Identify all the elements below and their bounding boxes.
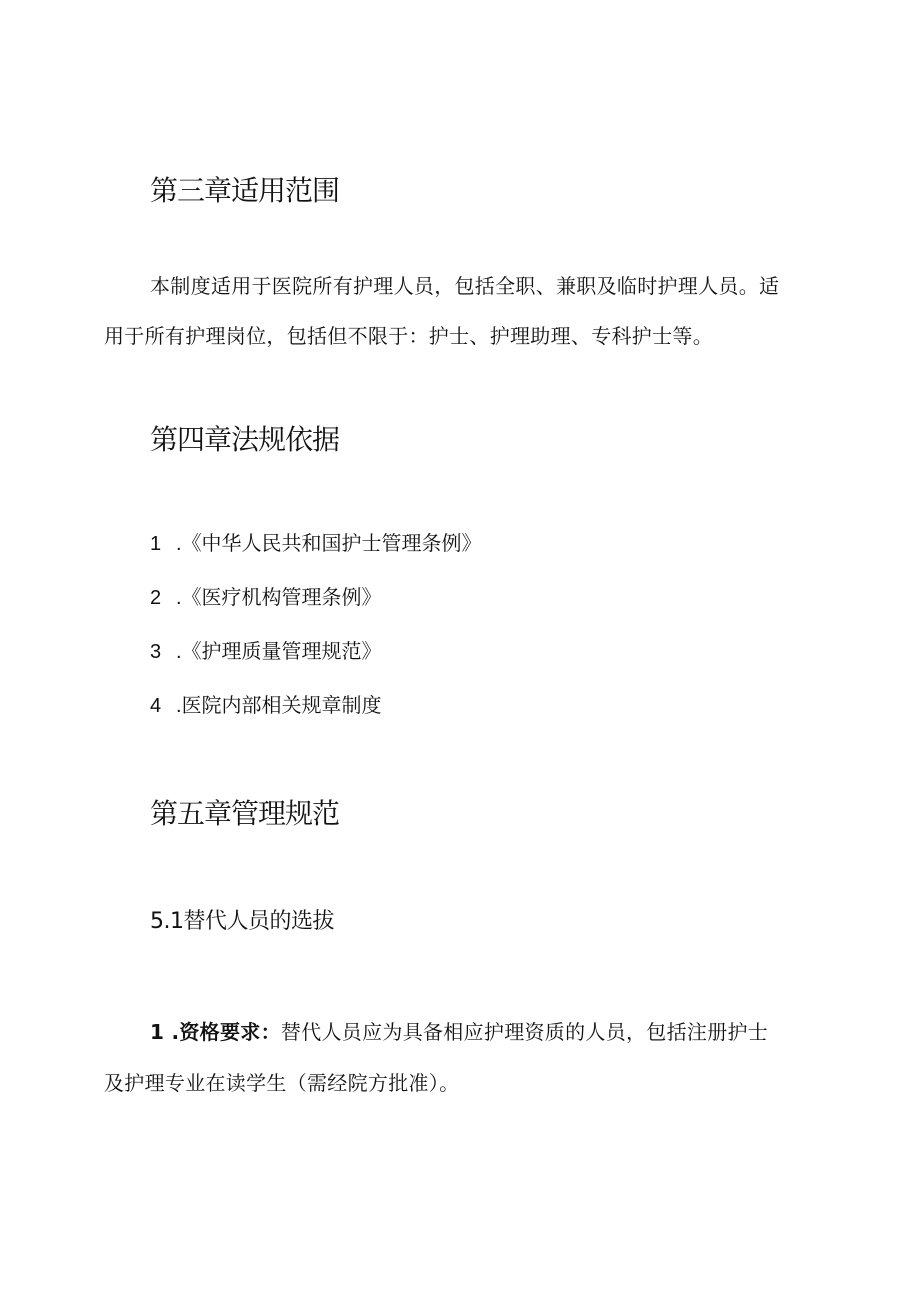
list-item-number: 3: [150, 641, 162, 663]
list-item: [150, 587, 382, 608]
list-item-text: 医院内部相关规章制度: [181, 693, 382, 717]
chapter-5-title: 第五章管理规范: [150, 797, 340, 830]
requirement-paragraph-line-2: 及护理专业在读学生（需经院方批准）。: [104, 1071, 460, 1095]
requirement-lead: 1 .资格要求：: [150, 1020, 281, 1044]
section-5-1-title: 5.1替代人员的选拔: [150, 909, 334, 934]
list-item-separator: .: [176, 587, 182, 609]
list-item-text: 《中华人民共和国护士管理条例》: [181, 531, 482, 555]
chapter-3-paragraph-line-1: 本制度适用于医院所有护理人员，包括全职、兼职及临时护理人员。适: [150, 274, 780, 298]
list-item-text: 《医疗机构管理条例》: [181, 585, 382, 609]
list-item-number: 1: [150, 533, 162, 555]
list-item: [150, 533, 482, 554]
chapter-3-title: 第三章适用范围: [150, 174, 340, 207]
list-item-separator: .: [176, 641, 182, 663]
list-item-separator: .: [176, 695, 182, 717]
list-item-text: 《护理质量管理规范》: [181, 639, 382, 663]
list-item: [150, 641, 382, 662]
list-item-number: 2: [150, 587, 162, 609]
requirement-paragraph-line-1: [150, 1022, 768, 1042]
list-item: [150, 695, 382, 716]
requirement-text: 替代人员应为具备相应护理资质的人员，包括注册护士: [280, 1020, 769, 1044]
chapter-4-title: 第四章法规依据: [150, 423, 340, 456]
chapter-3-paragraph-line-2: 用于所有护理岗位，包括但不限于：护士、护理助理、专科护士等。: [104, 324, 713, 348]
list-item-separator: .: [176, 533, 182, 555]
list-item-number: 4: [150, 695, 162, 717]
